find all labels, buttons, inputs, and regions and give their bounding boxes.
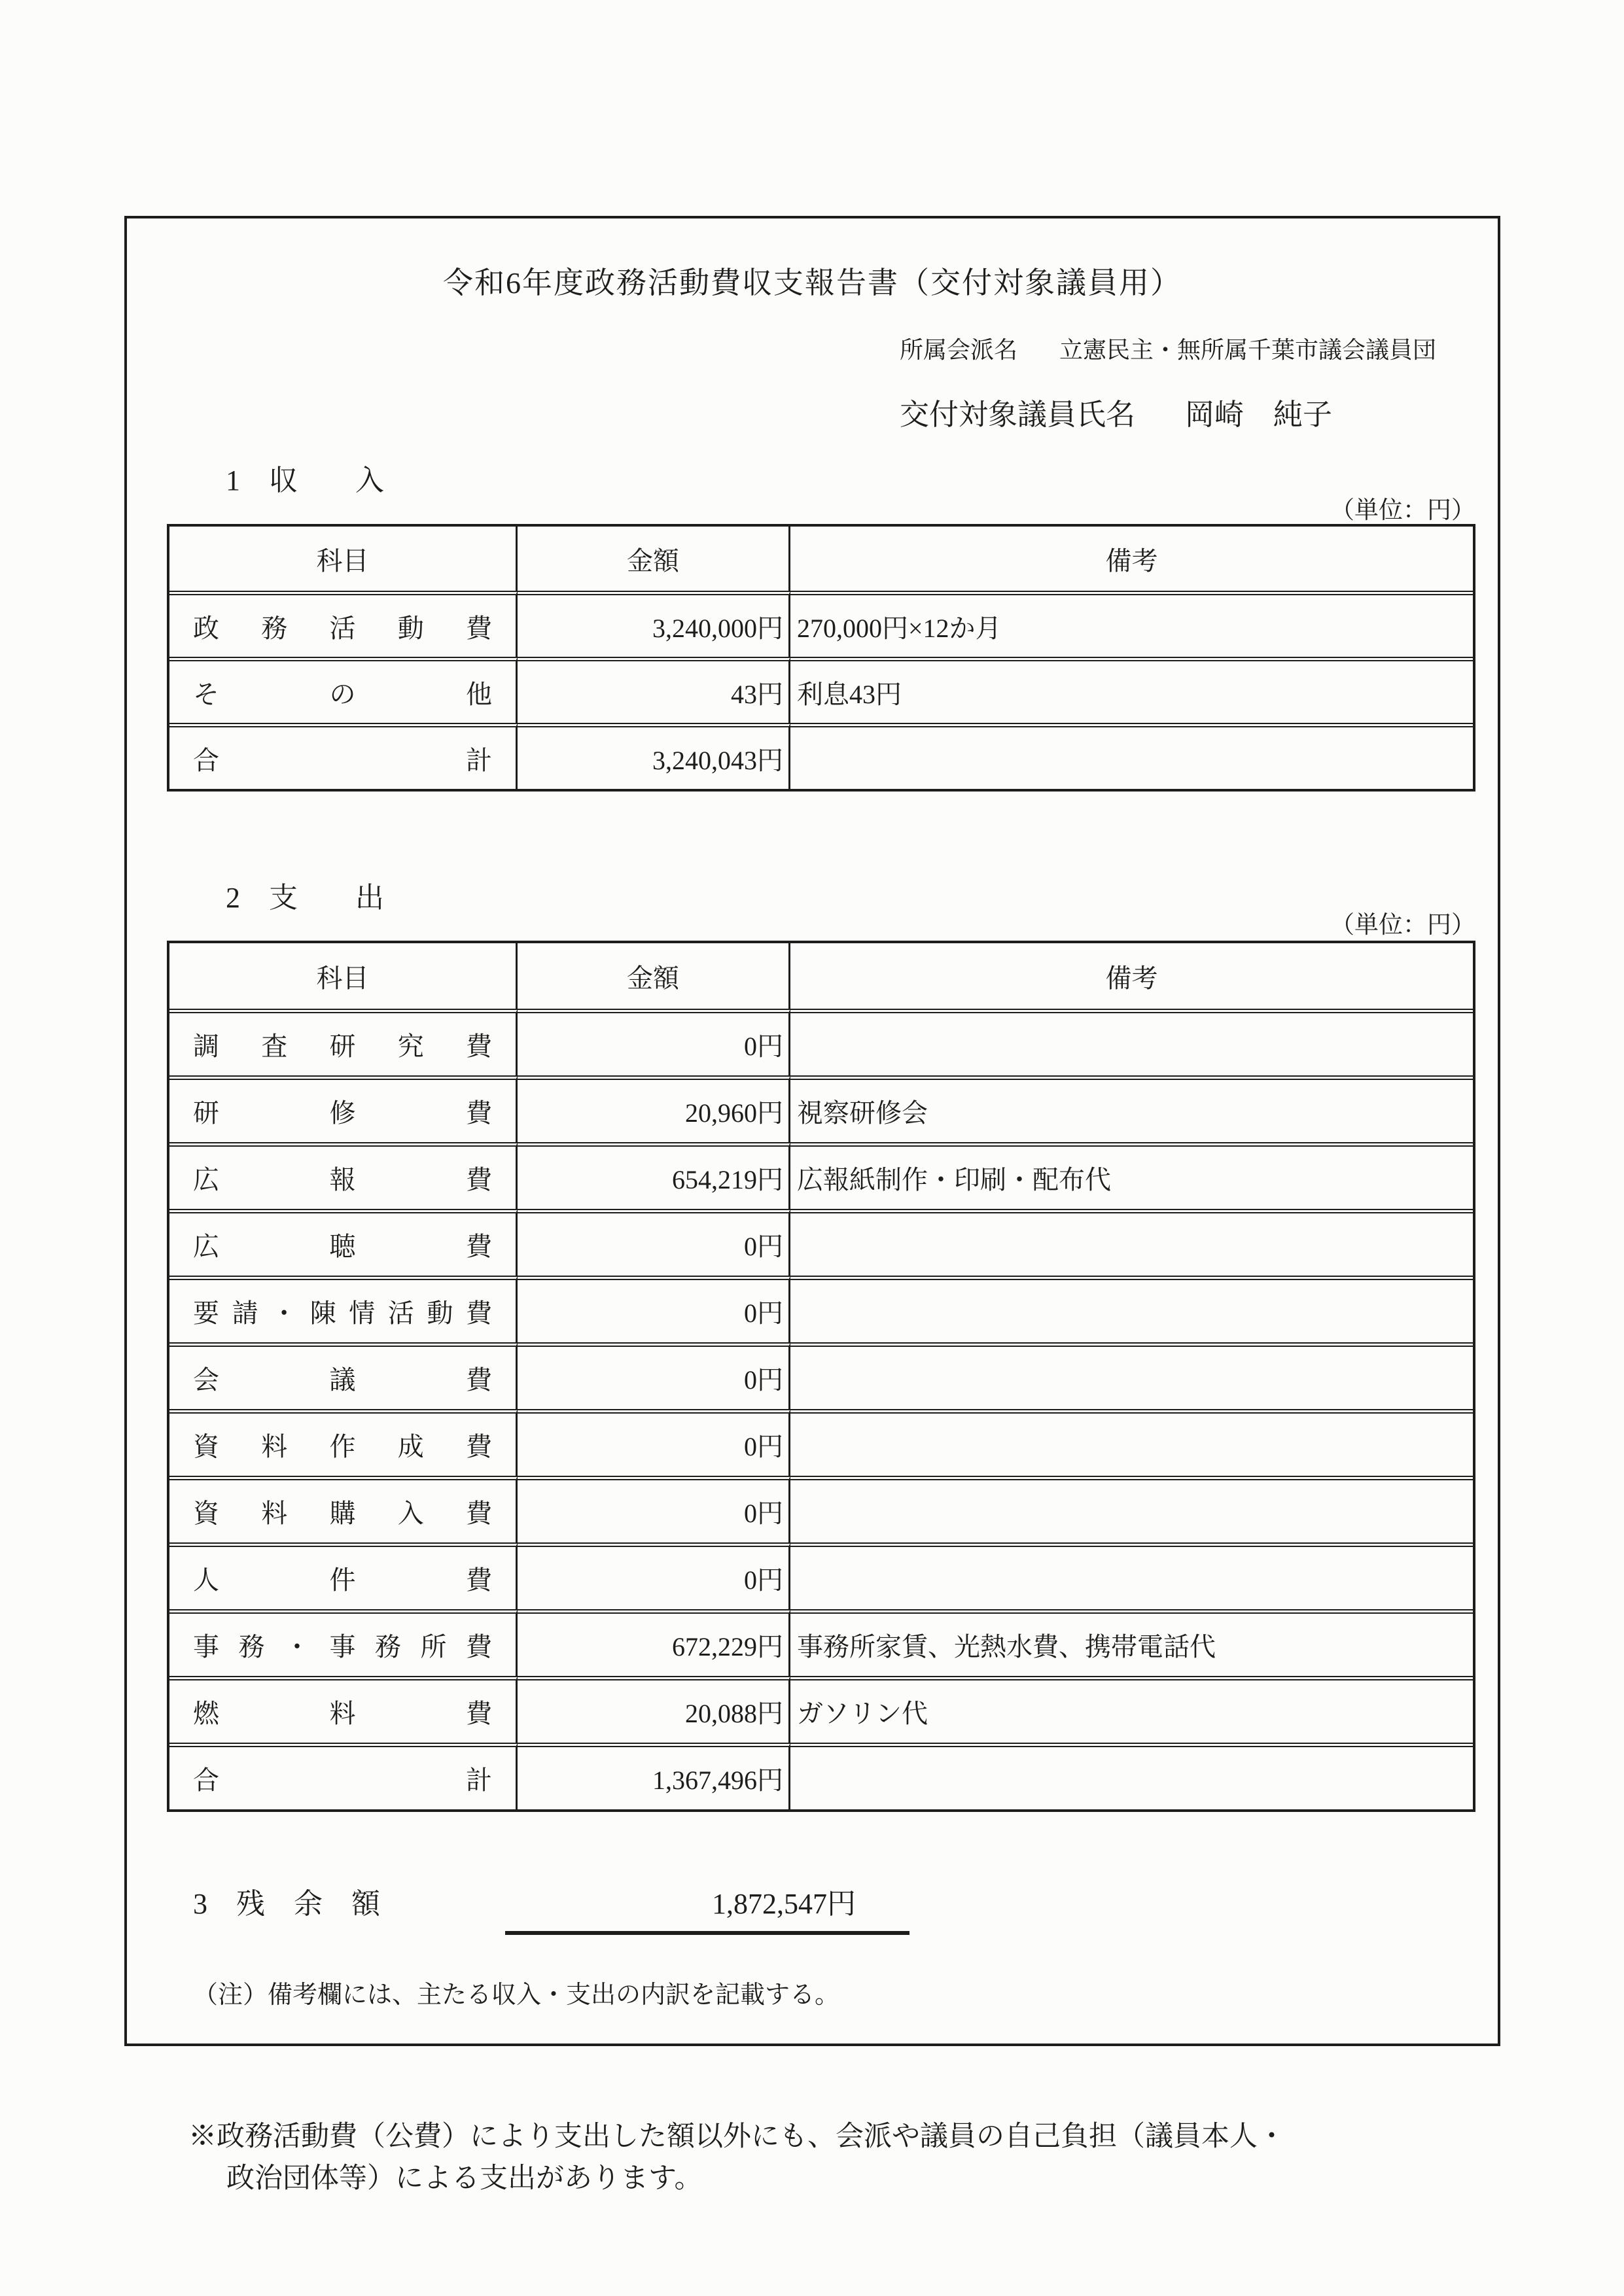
faction-value: 立憲民主・無所属千葉市議会議員団 [1059, 337, 1437, 363]
note-value: 事務所家賃、光熱水費、携帯電話代 [797, 1632, 1216, 1661]
amount-cell [518, 1209, 790, 1276]
amount-value: 3,240,000円 [652, 613, 783, 643]
footnote-line-2: 政治団体等）による支出があります。 [226, 2163, 703, 2194]
item-cell [169, 1676, 518, 1743]
note-header: 備 考 [1105, 546, 1158, 576]
amount-value: 1,367,496円 [652, 1765, 783, 1795]
amount-value: 3,240,043円 [652, 745, 783, 775]
item-cell [169, 1142, 518, 1209]
item-label: 合 計 [193, 1765, 492, 1795]
note-cell [790, 1676, 1473, 1743]
amount-value: 43円 [731, 679, 783, 709]
item-label: 研 修 費 [193, 1098, 492, 1128]
income-section-heading: 1 収 入 [226, 464, 384, 496]
amount-value: 0円 [744, 1298, 783, 1328]
note-value: ガソリン代 [797, 1699, 928, 1728]
note-value: 視察研修会 [797, 1098, 928, 1128]
item-label: そ の 他 [193, 679, 492, 709]
amount-value: 654,219円 [672, 1165, 783, 1194]
item-cell [169, 1609, 518, 1676]
note-cell [790, 1476, 1473, 1542]
note-cell [790, 1009, 1473, 1075]
item-header-cell [169, 943, 518, 1009]
amount-value: 0円 [744, 1499, 783, 1528]
amount-cell [518, 1476, 790, 1542]
amount-cell [518, 1542, 790, 1609]
item-label: 事 務 ・ 事 務 所 費 [193, 1632, 492, 1661]
note-value: 270,000円×12か月 [797, 613, 1002, 643]
note-cell [790, 657, 1473, 723]
item-label: 広 聴 費 [193, 1232, 492, 1261]
amount-cell [518, 1142, 790, 1209]
expense-unit-note: （単位：円） [1330, 912, 1475, 939]
amount-value: 0円 [744, 1032, 783, 1061]
report-note: （注）備考欄には、主たる収入・支出の内訳を記載する。 [193, 1981, 840, 2009]
item-cell [169, 1342, 518, 1409]
item-label: 燃 料 費 [193, 1699, 492, 1728]
item-label: 政 務 活 動 費 [193, 613, 492, 643]
amount-value: 20,088円 [685, 1699, 783, 1728]
item-cell [169, 591, 518, 657]
item-cell [169, 723, 518, 789]
amount-cell [518, 1409, 790, 1476]
expense-table [167, 941, 1475, 1812]
item-label: 要 請 ・ 陳 情 活 動 費 [193, 1298, 492, 1328]
income-table [167, 524, 1475, 791]
item-cell [169, 1542, 518, 1609]
item-label: 資 料 購 入 費 [193, 1499, 492, 1528]
item-label: 人 件 費 [193, 1565, 492, 1595]
item-label: 会 議 費 [193, 1365, 492, 1395]
amount-cell [518, 1276, 790, 1342]
note-cell [790, 1542, 1473, 1609]
note-header-cell [790, 943, 1473, 1009]
expense-section-heading: 2 支 出 [226, 882, 384, 914]
amount-value: 0円 [744, 1432, 783, 1461]
amount-cell [518, 657, 790, 723]
item-cell [169, 1209, 518, 1276]
note-cell [790, 1075, 1473, 1142]
item-label: 資 料 作 成 費 [193, 1432, 492, 1461]
amount-cell [518, 1342, 790, 1409]
amount-value: 0円 [744, 1565, 783, 1595]
income-unit-note: （単位：円） [1330, 497, 1475, 524]
amount-header: 金 額 [627, 963, 679, 993]
note-cell [790, 1142, 1473, 1209]
item-cell [169, 1276, 518, 1342]
amount-value: 0円 [744, 1232, 783, 1261]
note-cell [790, 591, 1473, 657]
item-label: 広 報 費 [193, 1165, 492, 1194]
remainder-amount: 1,872,547円 [712, 1888, 856, 1920]
item-cell [169, 1743, 518, 1809]
amount-cell [518, 1009, 790, 1075]
item-cell [169, 657, 518, 723]
note-value: 広報紙制作・印刷・配布代 [797, 1165, 1111, 1194]
report-title: 令和6年度政務活動費収支報告書（交付対象議員用） [443, 266, 1182, 300]
member-value: 岡崎 純子 [1185, 398, 1333, 431]
note-cell [790, 1409, 1473, 1476]
note-cell [790, 1342, 1473, 1409]
note-cell [790, 1743, 1473, 1809]
amount-cell [518, 1075, 790, 1142]
item-header: 科 目 [316, 963, 369, 993]
member-label: 交付対象議員氏名 [900, 398, 1136, 431]
amount-header-cell [518, 943, 790, 1009]
item-header-cell [169, 527, 518, 591]
note-cell [790, 723, 1473, 789]
note-header: 備 考 [1105, 963, 1158, 993]
amount-cell [518, 591, 790, 657]
amount-value: 672,229円 [672, 1632, 783, 1661]
note-cell [790, 1609, 1473, 1676]
note-header-cell [790, 527, 1473, 591]
item-cell [169, 1009, 518, 1075]
faction-line [900, 332, 1436, 365]
item-label: 合 計 [193, 745, 492, 775]
amount-cell [518, 1609, 790, 1676]
note-cell [790, 1209, 1473, 1276]
footnote-line-1: ※政務活動費（公費）により支出した額以外にも、会派や議員の自己負担（議員本人・ [188, 2121, 1286, 2152]
item-cell [169, 1075, 518, 1142]
amount-header: 金 額 [627, 546, 679, 576]
amount-value: 20,960円 [685, 1098, 783, 1128]
amount-cell [518, 1676, 790, 1743]
remainder-label: 3 残 余 額 [193, 1888, 380, 1920]
amount-header-cell [518, 527, 790, 591]
amount-value: 0円 [744, 1365, 783, 1395]
faction-label: 所属会派名 [900, 337, 1018, 363]
note-value: 利息43円 [797, 679, 902, 709]
item-cell [169, 1476, 518, 1542]
item-header: 科 目 [316, 546, 369, 576]
note-cell [790, 1276, 1473, 1342]
item-label: 調 査 研 究 費 [193, 1032, 492, 1061]
amount-cell [518, 723, 790, 789]
member-line [900, 391, 1332, 433]
item-cell [169, 1409, 518, 1476]
amount-cell [518, 1743, 790, 1809]
remainder-underline [505, 1931, 909, 1935]
